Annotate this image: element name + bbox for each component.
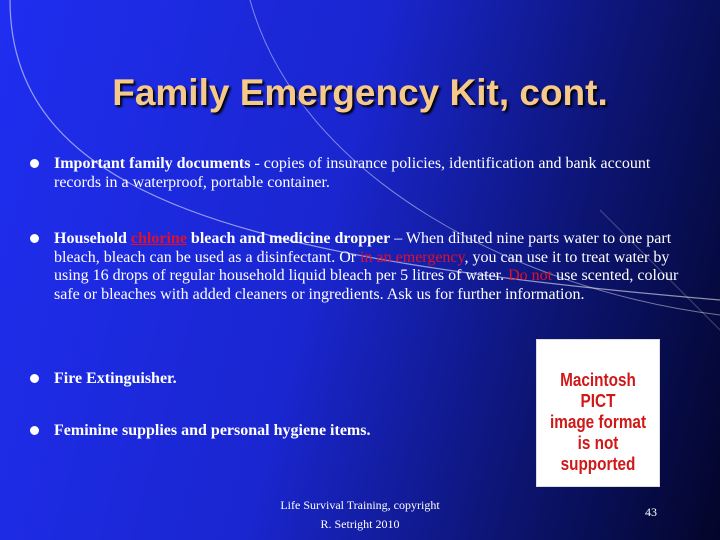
- footer-line: R. Setright 2010: [320, 517, 400, 531]
- item-heading: Important family documents: [54, 155, 251, 172]
- item-heading: Fire Extinguisher.: [54, 370, 177, 387]
- bullet-icon: [30, 234, 39, 243]
- slide-title: Family Emergency Kit, cont.: [112, 72, 608, 113]
- item-heading-part: Household: [54, 230, 131, 247]
- item-text: [54, 230, 694, 304]
- item-heading: Feminine supplies and personal hygiene items.: [54, 422, 371, 439]
- item-heading-part: bleach and medicine dropper: [186, 230, 391, 247]
- warning-text: Do not: [508, 267, 553, 284]
- footer-line: Life Survival Training, copyright: [280, 498, 440, 512]
- page-number: 43: [645, 505, 657, 519]
- item-text: [54, 155, 694, 192]
- placeholder-line: is not supported: [560, 433, 636, 474]
- chlorine-link[interactable]: chlorine: [130, 230, 187, 247]
- bullet-icon: [30, 374, 39, 383]
- placeholder-line: Macintosh PICT: [560, 370, 636, 411]
- item-body: – When diluted nine parts water to one part bleach, bleach can be used as a disinfectant. Or: [54, 230, 672, 266]
- placeholder-line: image format: [549, 412, 647, 432]
- placeholder-message: [546, 370, 650, 475]
- bullet-icon: [30, 159, 39, 168]
- item-body: , you can use it to treat water by using 16 drops of regular household liquid bleach per 5 litres of water.: [54, 248, 670, 284]
- item-body: - copies of insurance policies, identification and bank account records in a waterproof, portable container.: [54, 155, 651, 191]
- slide-footer: [250, 496, 470, 534]
- item-body: use scented, colour safe or bleaches with added cleaners or ingredients. Ask us for further information.: [54, 267, 679, 303]
- unsupported-image-placeholder: [536, 339, 660, 487]
- highlight-text: in an emergency: [360, 248, 465, 266]
- bullet-icon: [30, 426, 39, 435]
